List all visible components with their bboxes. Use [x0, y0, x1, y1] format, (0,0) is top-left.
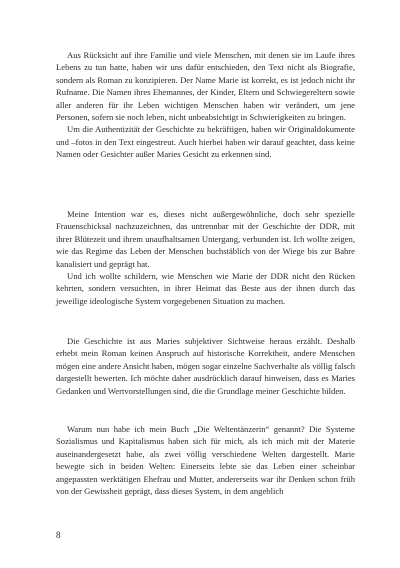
- paragraph: Die Geschichte ist aus Maries subjektiver Sichtweise heraus erzählt. Deshalb erhebt mein Roman keinen Anspruch auf historische Korrektheit, andere Menschen mögen eine andere Ansicht haben, mögen sogar einzelne Sachverhalte als völlig falsch dargestellt bewerten. Ich möchte daher ausdrücklich darauf hinweisen, dass es Maries Gedanken und Wertvorstellungen sind, die die Grundlage meiner Geschichte bilden.: [56, 336, 355, 396]
- paragraph: Warum nun habe ich mein Buch „Die Weltentänzerin“ genannt? Die Systeme Sozialismus und Kapitalismus haben sich für mich, als ich mich mit der Materie auseinandergesetzt habe, als zwei völlig verschiedene Welten dargestellt. Marie bewegte sich in beiden Welten: Einerseits lebte sie das Leben einer scheinbar angepassten werktätigen Ehefrau und Mutter, andererseits war ihr Denken schon früh von der Gewissheit geprägt, dass dieses System, in dem angeblich: [56, 424, 355, 497]
- text-section-title-explanation: [56, 423, 355, 497]
- paragraph: Aus Rücksicht auf ihre Familie und viele Menschen, mit denen sie im Laufe ihres Lebens zu tun hatte, haben wir uns dafür entschieden, den Text nicht als Biografie, sondern als Roman zu konzipieren. Der Name Marie ist korrekt, es ist jedoch nicht ihr Rufname. Die Namen ihres Ehemannes, der Kinder, Eltern und Schwiegereltern sowie aller anderen für ihr Leben wichtigen Menschen haben wir verändert, um jene Personen, sofern sie noch leben, nicht unbeabsichtigt in Schwierigkeiten zu bringen.: [56, 50, 355, 123]
- text-section-intention: [56, 208, 355, 307]
- paragraph: Um die Authentizität der Geschichte zu bekräftigen, haben wir Originaldokumente und –fotos in den Text eingestreut. Auch hierbei haben wir darauf geachtet, dass keine Namen oder Gesichter außer Maries Gesicht zu erkennen sind.: [56, 124, 355, 160]
- paragraph: Und ich wollte schildern, wie Menschen wie Marie der DDR nicht den Rücken kehrten, sondern versuchten, in ihrer Heimat das Beste aus der ihnen durch das jeweilige ideologische System vorgegebenen Situation zu machen.: [56, 271, 355, 306]
- page-number: 8: [56, 530, 61, 540]
- text-section-authenticity: [56, 49, 355, 161]
- text-section-perspective: [56, 335, 355, 397]
- paragraph: Meine Intention war es, dieses nicht außergewöhnliche, doch sehr spezielle Frauenschicksal nachzuzeichnen, das untrennbar mit der Geschichte der DDR, mit ihrer Blütezeit und ihrem unaufhaltsamen Untergang, verbunden ist. Ich wollte zeigen, wie das Regime das Leben der Menschen buchstäblich von der Wiege bis zur Bahre kanalisiert und geprägt hat.: [56, 209, 355, 269]
